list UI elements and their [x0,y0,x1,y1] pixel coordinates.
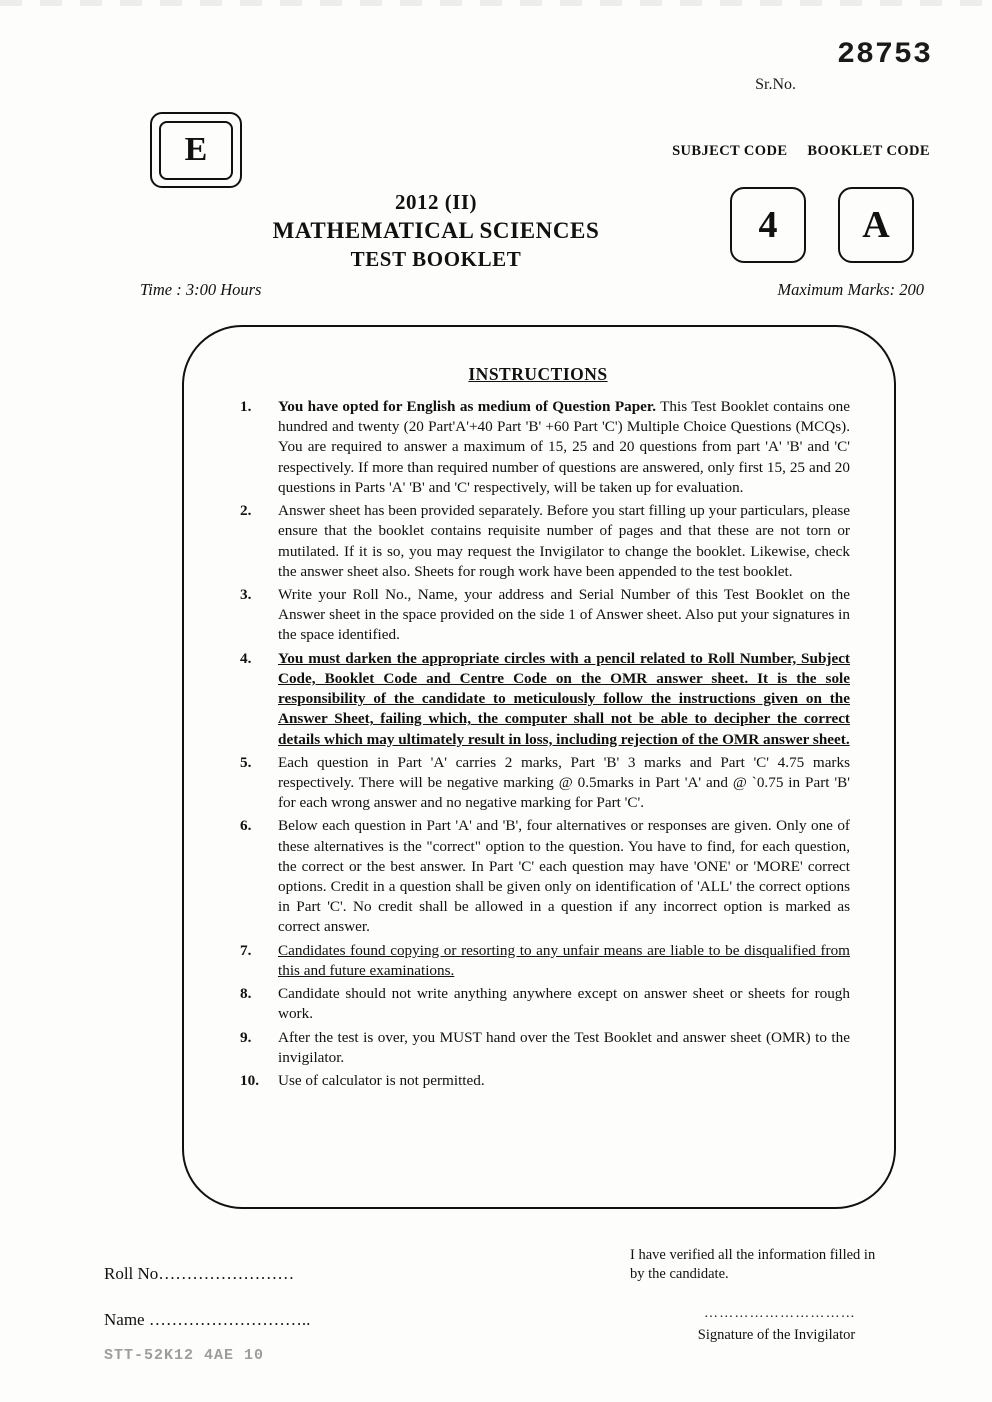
instruction-item [226,984,850,1024]
instruction-item [226,753,850,814]
page-title [0,190,992,272]
title-subject: MATHEMATICAL SCIENCES [272,218,600,243]
instruction-item [226,397,850,498]
instruction-number: 3. [240,585,252,603]
instruction-text: Answer sheet has been provided separately. Before you start filling up your particulars, please ensure that the booklet contains requisite number of pages and that these are not torn or mutilated. If it is so, you may request the Invigilator to change the booklet. Likewise, check the answer sheet also. Sheets for rough work have been appended to the test booklet. [278,502,850,580]
instruction-text: Each question in Part 'A' carries 2 marks, Part 'B' 3 marks and Part 'C' 4.75 marks respectively. There will be negative marking @ 0.5marks in Part 'A' and @ `0.75 in Part 'B' for each wrong answer and no negative marking for Part 'C'. [278,753,850,812]
subject-code-value: 4 [758,204,778,246]
title-year: 2012 (II) [394,190,478,214]
code-labels [656,143,930,160]
instruction-number: 2. [240,502,252,520]
booklet-code-label: BOOKLET CODE [807,143,930,159]
instruction-item [226,1071,850,1091]
instruction-number: 4. [240,649,252,667]
instruction-text: Below each question in Part 'A' and 'B', four alternatives or responses are given. Only one of these alternatives is the "correct" option to the question. You have to find, for each question, the correct or the best answer. In Part 'C' each question may have 'ONE' or 'MORE' correct options. Credit in a question shall be given only on identification of 'ALL' the correct options in Part 'C'. No credit shall be allowed in a question if any incorrect option is marked as correct answer. [278,817,850,936]
invigilator-signature-line[interactable]: ………………………… [704,1306,856,1321]
instruction-item [226,1028,850,1068]
serial-number-label: Sr.No. [755,76,796,93]
name-field[interactable]: Name ……………………….. [104,1310,311,1329]
invigilator-signature-label: Signature of the Invigilator [697,1327,856,1343]
instruction-text: Candidates found copying or resorting to any unfair means are liable to be disqualified from this and future examinations. [278,941,850,979]
instruction-number: 7. [240,941,252,959]
title-booklet: TEST BOOKLET [350,247,522,271]
serial-number-value: 28753 [836,38,932,72]
booklet-print-code: STT-52K12 4AE 10 [104,1347,265,1364]
booklet-code-value: A [862,204,890,246]
medium-code-box [150,112,242,188]
instruction-item [226,816,850,937]
instruction-text: Write your Roll No., Name, your address and Serial Number of this Test Booklet on the Answer sheet in the space provided on the side 1 of Answer sheet. Also put your signatures in the space identified. [278,585,850,644]
roll-no-field[interactable]: Roll No…………………… [104,1264,295,1283]
instruction-item [226,649,850,750]
instructions-list [226,397,850,1091]
instructions-section [196,336,880,1192]
instruction-text: After the test is over, you MUST hand over the Test Booklet and answer sheet (OMR) to the invigilator. [278,1028,850,1066]
instruction-text: This Test Booklet contains one hundred and twenty (20 Part'A'+40 Part 'B' +60 Part 'C') Multiple Choice Questions (MCQs). You are required to answer a maximum of 15, 25 and 20 questions from part 'A' 'B' and 'C' respectively. If more than required number of questions are answered, only first 15, 25 and 20 questions in Parts 'A' 'B' and 'C' respectively, will be taken up for evaluation. [278,398,851,496]
instruction-text: Use of calculator is not permitted. [278,1072,485,1089]
instruction-number: 8. [240,985,252,1003]
medium-code-letter: E [159,121,233,180]
time-allowed: Time : 3:00 Hours [140,280,262,299]
instruction-item [226,501,850,582]
instruction-number: 10. [240,1072,259,1089]
instruction-item [226,585,850,646]
scan-edge-marks [0,0,992,6]
instruction-item [226,941,850,981]
instruction-text: You must darken the appropriate circles with a pencil related to Roll Number, Subject Code, Booklet Code and Centre Code on the OMR answer sheet. It is the sole responsibility of the candidate to meticulously follow the instructions given on the Answer Sheet, failing which, the computer shall not be able to decipher the correct details which may ultimately result in loss, including rejection of the OMR answer sheet. [278,649,850,748]
instructions-heading: INSTRUCTIONS [468,364,608,384]
instruction-number: 5. [240,753,252,771]
maximum-marks: Maximum Marks: 200 [777,280,924,299]
instruction-lead: You have opted for English as medium of Question Paper. [278,398,657,415]
instruction-text: Candidate should not write anything anywhere except on answer sheet or sheets for rough work. [278,985,850,1023]
verification-statement: I have verified all the information filled in by the candidate. [630,1247,876,1283]
instruction-number: 6. [240,817,252,835]
subject-code-label: SUBJECT CODE [672,143,788,159]
instruction-number: 1. [240,398,252,415]
instruction-number: 9. [240,1028,252,1046]
